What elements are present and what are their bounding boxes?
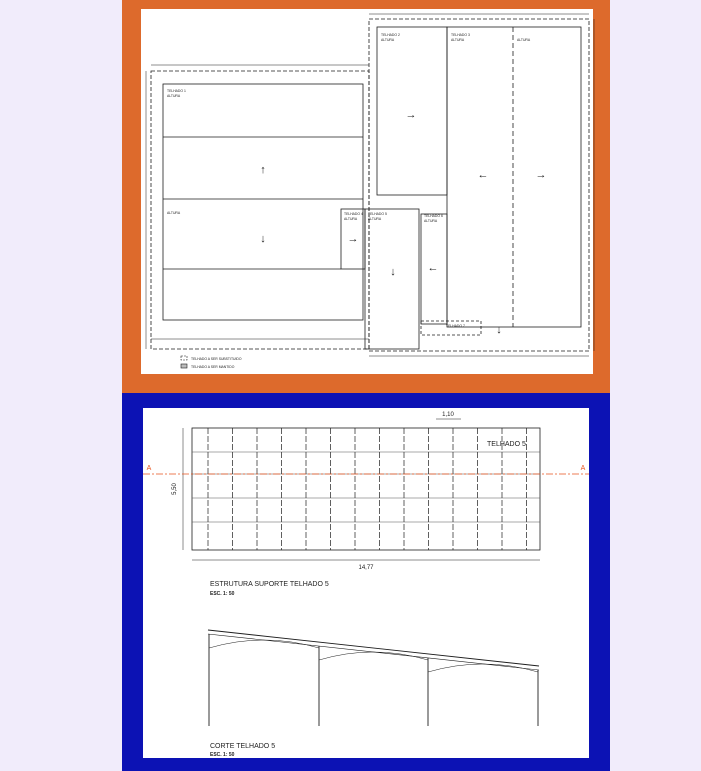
roof-5-label: TELHADO 5 — [368, 212, 387, 216]
slope-arrow-left: ← — [427, 262, 439, 274]
rafter-spacing-dim: 1,10 — [442, 412, 454, 418]
structure-plan-title: ESTRUTURA SUPORTE TELHADO 5 — [210, 581, 329, 588]
legend-swatch-keep — [181, 364, 187, 368]
legend-replace-label: TELHADO A SER SUBSTITUIDO — [191, 357, 242, 361]
section-marker-right: A — [580, 465, 586, 472]
roof-3-height: ALTURA — [451, 38, 465, 42]
slope-arrow-down: ↓ — [496, 324, 502, 336]
bracing-arc — [428, 664, 538, 672]
roof-6-label: TELHADO 6 — [424, 214, 443, 218]
roof-plan-panel — [122, 0, 610, 393]
roof-6-height: ALTURA — [424, 219, 438, 223]
depth-dim: 5,50 — [172, 483, 178, 495]
section-marker-left: A — [146, 465, 152, 472]
plan-legend — [181, 356, 242, 369]
roof-plan-sheet — [141, 9, 593, 374]
width-dim: 14,77 — [358, 565, 374, 571]
legend-swatch-replace — [181, 356, 187, 360]
bracing-arc — [209, 640, 319, 648]
roof-2-height: ALTURA — [381, 38, 395, 42]
slope-arrow-left: ← — [477, 169, 489, 181]
section-title: CORTE TELHADO 5 — [210, 743, 276, 750]
slope-arrow-up: ↑ — [260, 164, 266, 176]
slope-arrow-right: → — [405, 109, 417, 121]
roof-1-height: ALTURA — [167, 94, 181, 98]
slope-arrow-down: ↓ — [390, 266, 396, 278]
roof-2-3-dashed-boundary — [369, 19, 589, 351]
roof-4-label: TELHADO 4 — [344, 212, 363, 216]
slope-arrow-down: ↓ — [260, 233, 266, 245]
roof-3-height-right: ALTURA — [517, 38, 531, 42]
roof-plan-drawing — [141, 9, 593, 374]
section-scale: ESC. 1: 50 — [210, 752, 235, 758]
slope-arrow-right: → — [535, 169, 547, 181]
structure-drawing — [143, 408, 589, 758]
roof-5-outline — [365, 209, 419, 349]
bracing-arc — [319, 652, 428, 660]
roof-sheet-line — [208, 630, 539, 666]
roof-3-label: TELHADO 3 — [451, 33, 470, 37]
roof-5-plan-label: TELHADO 5 — [487, 441, 526, 448]
roof-1-dashed-boundary — [151, 71, 369, 349]
structure-panel — [122, 393, 610, 771]
roof-1-label: TELHADO 1 — [167, 89, 186, 93]
roof-1-outline — [163, 84, 363, 320]
roof-1-lower-height: ALTURA — [167, 211, 181, 215]
section-view — [208, 630, 539, 726]
roof-4-height: ALTURA — [344, 217, 358, 221]
roof-3-outline — [447, 27, 581, 327]
slope-arrow-right: → — [347, 233, 359, 245]
structure-sheet — [143, 408, 589, 758]
structure-plan-scale: ESC. 1: 50 — [210, 591, 235, 597]
legend-keep-label: TELHADO A SER MANTIDO — [191, 365, 235, 369]
roof-7-label: TELHADO 7 — [446, 324, 465, 328]
roof-2-label: TELHADO 2 — [381, 33, 400, 37]
roof-5-height: ALTURA — [368, 217, 382, 221]
